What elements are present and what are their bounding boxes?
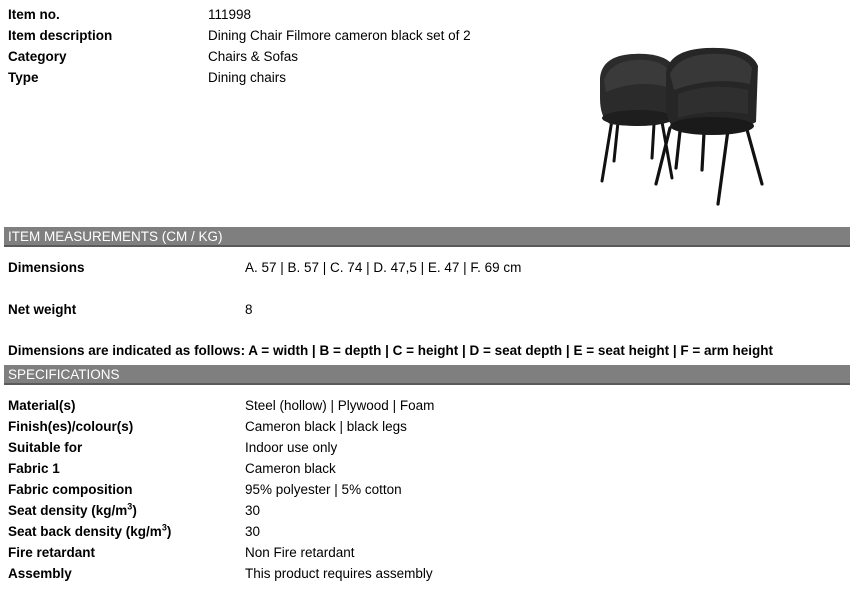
net-weight-label: Net weight: [8, 302, 77, 317]
assembly-label: Assembly: [8, 566, 72, 581]
seat-density-label: Seat density $(kg/m^3)$: [8, 501, 137, 518]
fabric-composition-label: Fabric composition: [8, 482, 133, 497]
spec-row: [8, 439, 338, 457]
fire-retardant-label: Fire retardant: [8, 545, 96, 560]
type-value: Dining chairs: [208, 70, 287, 85]
spec-row: [8, 481, 402, 499]
item-no-value: 111998: [208, 7, 252, 22]
measurements-header: ITEM MEASUREMENTS (CM / KG): [4, 227, 850, 247]
spec-row: [8, 501, 261, 520]
fabric-label: Fabric 1: [8, 461, 60, 476]
seat-density-value: 30: [245, 503, 261, 518]
net-weight-value: 8: [245, 302, 253, 317]
spec-row: [8, 460, 336, 478]
net-weight-row: [8, 301, 253, 319]
item-description-row: [8, 27, 471, 45]
spec-row: [8, 397, 435, 415]
type-row: [8, 69, 287, 87]
spec-row: [8, 544, 355, 562]
spec-row: [8, 418, 407, 436]
type-label: Type: [8, 70, 39, 85]
item-no-label: Item no.: [8, 7, 60, 22]
category-label: Category: [8, 49, 67, 64]
finish-label: Finish(es)/colour(s): [8, 419, 134, 434]
dimensions-value: A. 57 | B. 57 | C. 74 | D. 47,5 | E. 47 | F. 69 cm: [245, 260, 522, 275]
assembly-value: This product requires assembly: [245, 566, 433, 581]
category-value: Chairs & Sofas: [208, 49, 299, 64]
fabric-value: Cameron black: [245, 461, 336, 476]
category-row: [8, 48, 299, 66]
fire-retardant-value: Non Fire retardant: [245, 545, 355, 560]
specifications-header: SPECIFICATIONS: [4, 365, 850, 385]
material-value: Steel (hollow) | Plywood | Foam: [245, 398, 435, 413]
material-label: Material(s): [8, 398, 76, 413]
spec-row: [8, 522, 261, 541]
dining-chair-pair-icon: [580, 38, 780, 208]
fabric-composition-value: 95% polyester | 5% cotton: [245, 482, 402, 497]
finish-value: Cameron black | black legs: [245, 419, 407, 434]
spec-row: [8, 565, 433, 583]
dimensions-note: Dimensions are indicated as follows: A = width | B = depth | C = height | D = seat depth | E = seat height | F = arm height: [8, 343, 774, 358]
item-description-value: Dining Chair Filmore cameron black set of 2: [208, 28, 471, 43]
dimensions-row: [8, 259, 522, 277]
item-description-label: Item description: [8, 28, 113, 43]
suitable-for-label: Suitable for: [8, 440, 83, 455]
dimensions-label: Dimensions: [8, 260, 85, 275]
seat-back-density-value: 30: [245, 524, 261, 539]
suitable-for-value: Indoor use only: [245, 440, 338, 455]
seat-back-density-label: Seat back density $(kg/m^3)$: [8, 522, 172, 539]
item-no-row: [8, 6, 252, 24]
